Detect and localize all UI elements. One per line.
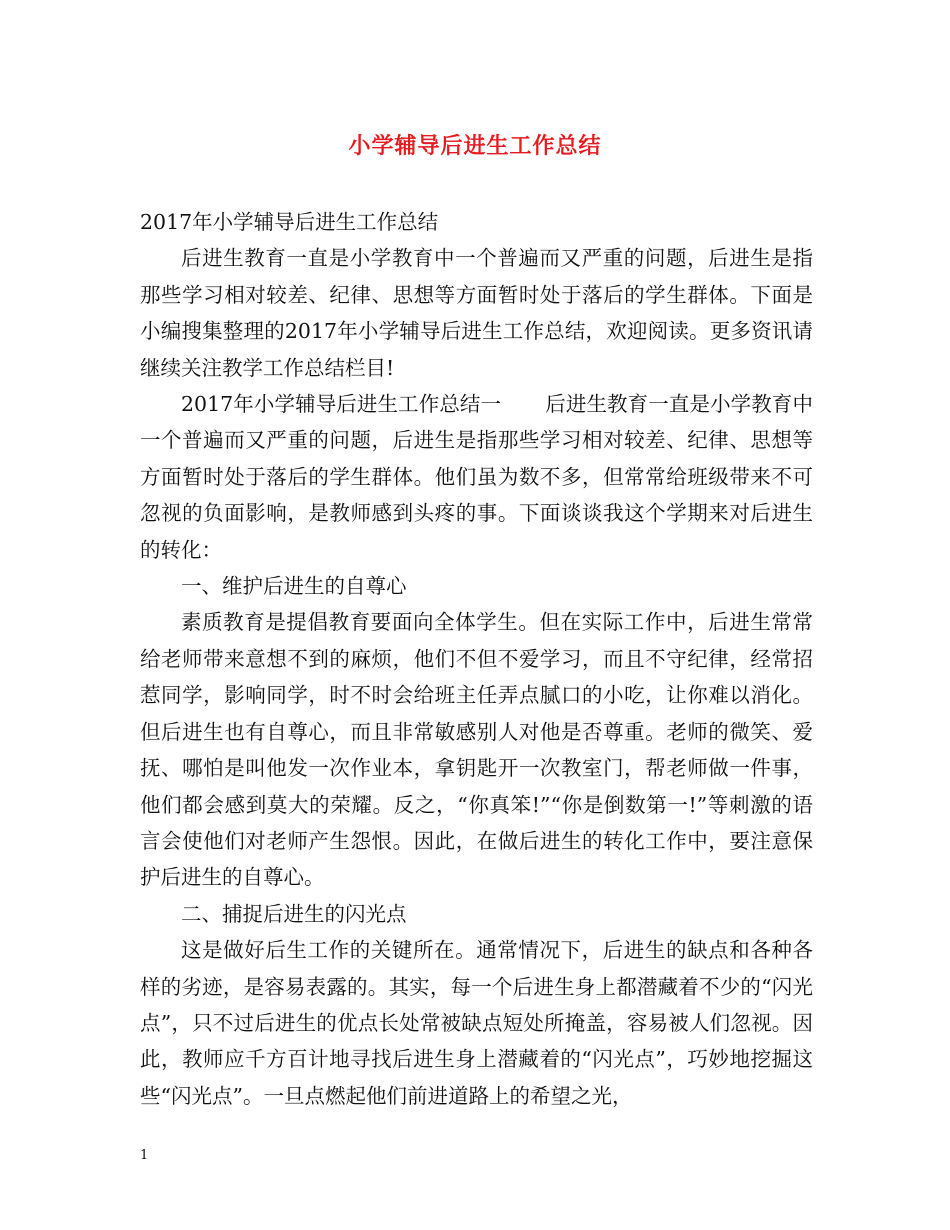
section-body: 后进生教育一直是小学教育中一个普遍而又严重的问题，后进生是指那些学习相对较差、纪律、思想等方面暂时处于落后的学生群体。他们虽为数不多，但常常给班级带来不可忽视的负面影响，是教师感到头疼的事。下面谈谈我这个学期来对后进生的转化： <box>140 392 814 562</box>
page-number: 1 <box>140 1148 149 1163</box>
subtitle: 2017年小学辅导后进生工作总结 <box>140 210 439 234</box>
document-title: 小学辅导后进生工作总结 <box>348 134 602 159</box>
point1-heading: 一、维护后进生的自尊心 <box>181 574 407 599</box>
section-paragraph <box>140 386 813 568</box>
point1-paragraph: 素质教育是提倡教育要面向全体学生。但在实际工作中，后进生常常给老师带来意想不到的麻烦，他们不但不爱学习，而且不守纪律，经常招惹同学，影响同学，时不时会给班主任弄点腻口的小吃，让你难以消化。但后进生也有自尊心，而且非常敏感别人对他是否尊重。老师的微笑、爱抚、哪怕是叫他发一次作业本，拿钥匙开一次教室门，帮老师做一件事，他们都会感到莫大的荣耀。反之，“你真笨!”“你是倒数第一!”等刺激的语言会使他们对老师产生怨恨。因此，在做后进生的转化工作中，要注意保护后进生的自尊心。 <box>140 610 813 890</box>
point2-heading: 二、捕捉后进生的闪光点 <box>181 901 407 926</box>
document-body <box>140 204 813 1114</box>
point2-paragraph: 这是做好后生工作的关键所在。通常情况下，后进生的缺点和各种各样的劣迹，是容易表露的。其实，每一个后进生身上都潜藏着不少的“闪光点”，只不过后进生的优点长处常被缺点短处所掩盖，容易被人们忽视。因此，教师应千方百计地寻找后进生身上潜藏着的“闪光点”，巧妙地挖掘这些“闪光点”。一旦点燃起他们前进道路上的希望之光， <box>140 938 813 1108</box>
section-heading: 2017年小学辅导后进生工作总结一 <box>181 392 502 417</box>
intro-paragraph: 后进生教育一直是小学教育中一个普遍而又严重的问题，后进生是指那些学习相对较差、纪律、思想等方面暂时处于落后的学生群体。下面是小编搜集整理的2017年小学辅导后进生工作总结，欢迎阅读。更多资讯请继续关注教学工作总结栏目! <box>140 246 813 380</box>
